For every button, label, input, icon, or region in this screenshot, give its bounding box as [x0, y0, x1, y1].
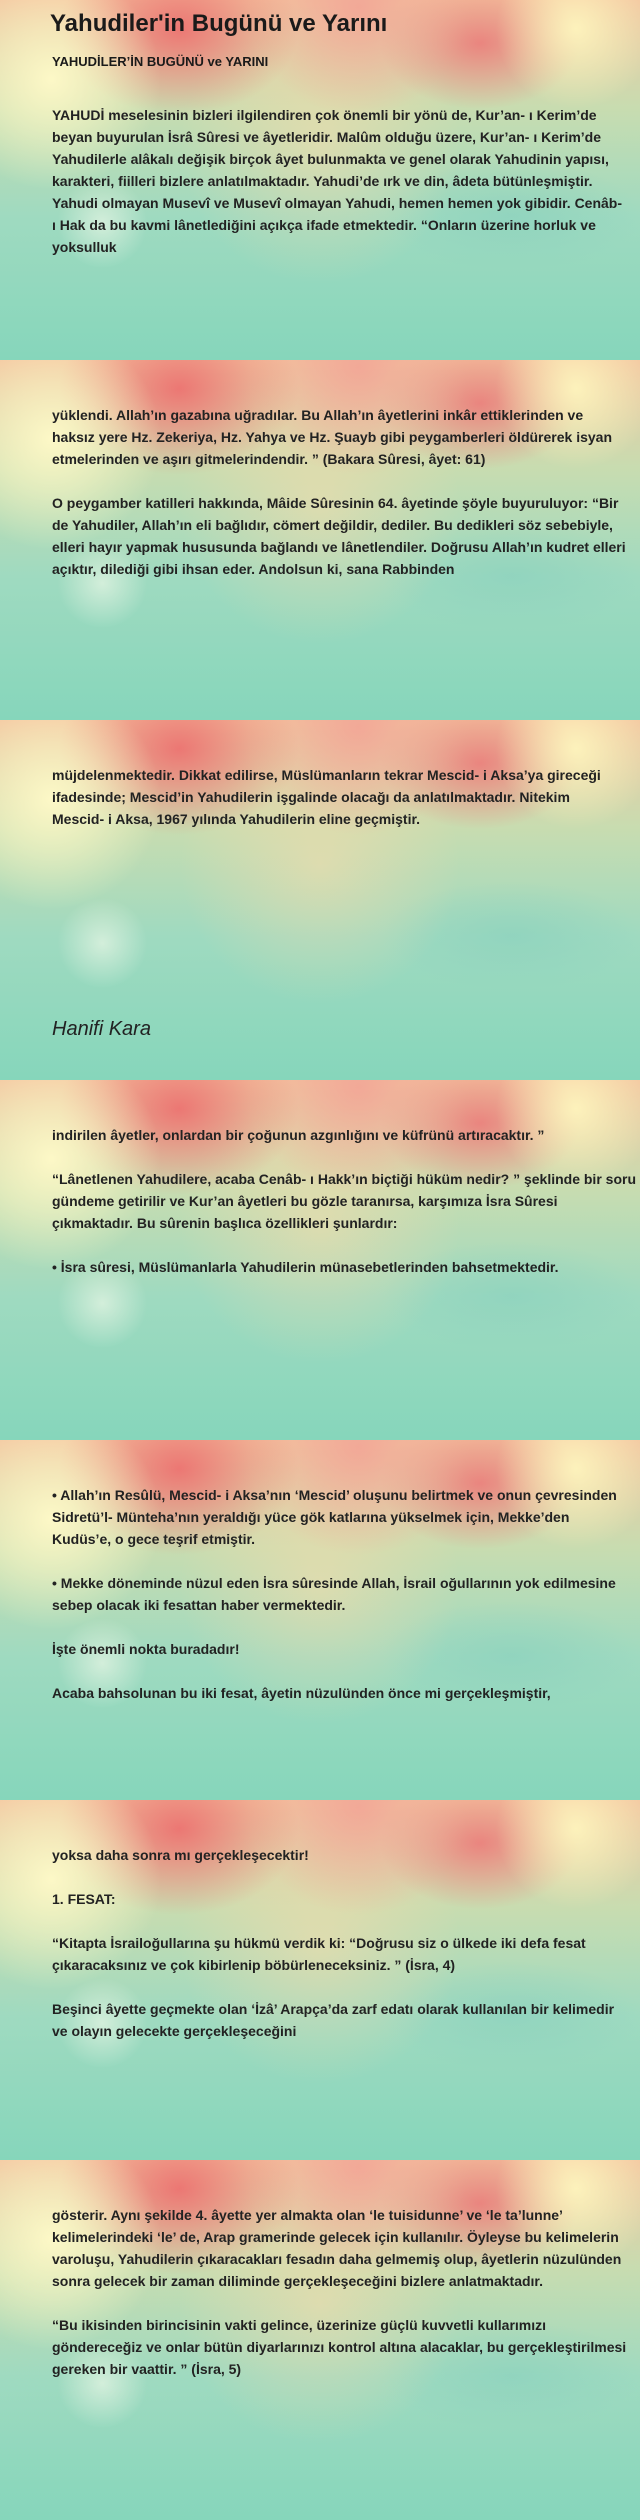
paragraph: yüklendi. Allah’ın gazabına uğradılar. Bu Allah’ın âyetlerini inkâr ettiklerinden ve haksız yere Hz. Zekeriya, Hz. Yahya ve Hz. Şuayb gibi peygamberleri öldürerek isyan etmelerinden ve aşırı gitmelerindendir. ” (Bakara Sûresi, âyet: 61) — [52, 407, 612, 467]
panel-1 — [0, 0, 640, 360]
paragraph: YAHUDİ meselesinin bizleri ilgilendiren çok önemli bir yönü de, Kur’an- ı Kerim’de beyan buyurulan İsrâ Sûresi ve âyetleridir. Malûm olduğu üzere, Kur’an- ı Kerim’de Yahudilerle alâkalı değişik birçok âyet bulunmakta ve genel olarak Yahudinin yapısı, karakteri, fiilleri bizlere anlatılmaktadır. Yahudi’de ırk ve din, âdeta bütünleşmiştir. Yahudi olmayan Musevî ve Musevî olmayan Yahudi, hemen hemen yok gibidir. Cenâb- ı Hak da bu kavmi lânetlediğini açıkça ifade etmektedir. “Onların üzerine horluk ve yoksulluk — [52, 107, 623, 255]
paragraph: “Bu ikisinden birincisinin vakti gelince, üzerinize güçlü kuvvetli kullarımızı göndereceğiz ve onlar bütün diyarlarınızı kontrol altına alacaklar, bu gerçekleştirilmesi gereken bir vaattir. ” (İsra, 5) — [52, 2317, 627, 2377]
author-signature: Hanifi Kara — [52, 1018, 151, 1040]
paragraph: İşte önemli nokta buradadır! — [52, 1641, 240, 1657]
paragraph: “Lânetlenen Yahudilere, acaba Cenâb- ı Hakk’ın biçtiği hüküm nedir? ” şeklinde bir soru gündeme getirilir ve Kur’an âyetleri bu gözle taranırsa, karşımıza İsra Sûresi çıkmaktadır. Bu sûrenin başlıca özellikleri şunlardır: — [52, 1171, 637, 1231]
panel-2 — [0, 360, 640, 720]
paragraph: müjdelenmektedir. Dikkat edilirse, Müslümanların tekrar Mescid- i Aksa’ya gireceği ifadesinde; Mescid’in Yahudilerin işgalinde olacağı da anlatılmaktadır. Nitekim Mescid- i Aksa, 1967 yılında Yahudilerin eline geçmiştir. — [52, 767, 601, 827]
panel-text — [52, 1844, 626, 2064]
panel-text — [52, 1484, 632, 1726]
panel-5 — [0, 1440, 640, 1800]
panel-text — [52, 2204, 632, 2402]
page-subtitle: YAHUDİLER’İN BUGÜNÜ ve YARINI — [52, 54, 269, 69]
panel-4 — [0, 1080, 640, 1440]
panel-text — [52, 104, 626, 280]
paragraph: • Mekke döneminde nüzul eden İsra sûresinde Allah, İsrail oğullarının yok edilmesine sebep olacak iki fesattan haber vermektedir. — [52, 1575, 616, 1613]
page-title: Yahudiler'in Bugünü ve Yarını — [50, 10, 388, 37]
paragraph: gösterir. Aynı şekilde 4. âyette yer almakta olan ‘le tuisidunne’ ve ‘le ta’lunne’ kelimelerindeki ‘le’ de, Arap gramerinde gelecek için kullanılır. Öyleyse bu kelimelerin varoluşu, Yahudilerin çıkaracakları fesadın daha gelmemiş olup, âyetlerin nüzulünden sonra gelecek bir zaman diliminde gerçekleşeceğini bizlere anlatmaktadır. — [52, 2207, 622, 2289]
paragraph: yoksa daha sonra mı gerçekleşecektir! — [52, 1847, 309, 1863]
paragraph: Acaba bahsolunan bu iki fesat, âyetin nüzulünden önce mi gerçekleşmiştir, — [52, 1685, 551, 1701]
panel-6 — [0, 1800, 640, 2160]
panel-7 — [0, 2160, 640, 2520]
paragraph: 1. FESAT: — [52, 1891, 116, 1907]
paragraph: O peygamber katilleri hakkında, Mâide Sûresinin 64. âyetinde şöyle buyuruluyor: “Bir de Yahudiler, Allah’ın eli bağlıdır, cömert değildir, dediler. Bu dedikleri söz sebebiyle, elleri hayır yapmak hususunda bağlandı ve lânetlendiler. Doğrusu Allah’ın kudret elleri açıktır, dilediği gibi ihsan eder. Andolsun ki, sana Rabbinden — [52, 495, 626, 577]
panel-text — [52, 764, 620, 852]
paragraph: • İsra sûresi, Müslümanlarla Yahudilerin münasebetlerinden bahsetmektedir. — [52, 1259, 559, 1275]
panel-text — [52, 404, 626, 602]
paragraph: indirilen âyetler, onlardan bir çoğunun azgınlığını ve küfrünü artıracaktır. ” — [52, 1127, 545, 1143]
paragraph: Beşinci âyette geçmekte olan ‘İzâ’ Arapça’da zarf edatı olarak kullanılan bir kelimedir ve olayın gelecekte gerçekleşeceğini — [52, 2001, 615, 2039]
panel-text — [52, 1124, 636, 1300]
panel-3 — [0, 720, 640, 1080]
paragraph: “Kitapta İsrailoğullarına şu hükmü verdik ki: “Doğrusu siz o ülkede iki defa fesat çıkaracaksınız ve çok kibirlenip böbürleneceksiniz. ” (İsra, 4) — [52, 1935, 586, 1973]
paragraph: • Allah’ın Resûlü, Mescid- i Aksa’nın ‘Mescid’ oluşunu belirtmek ve onun çevresinden Sidretü’l- Münteha’nın yeraldığı yüce gök katlarına yükselmek için, Mekke’den Kudüs’e, o gece teşrif etmiştir. — [52, 1487, 617, 1547]
